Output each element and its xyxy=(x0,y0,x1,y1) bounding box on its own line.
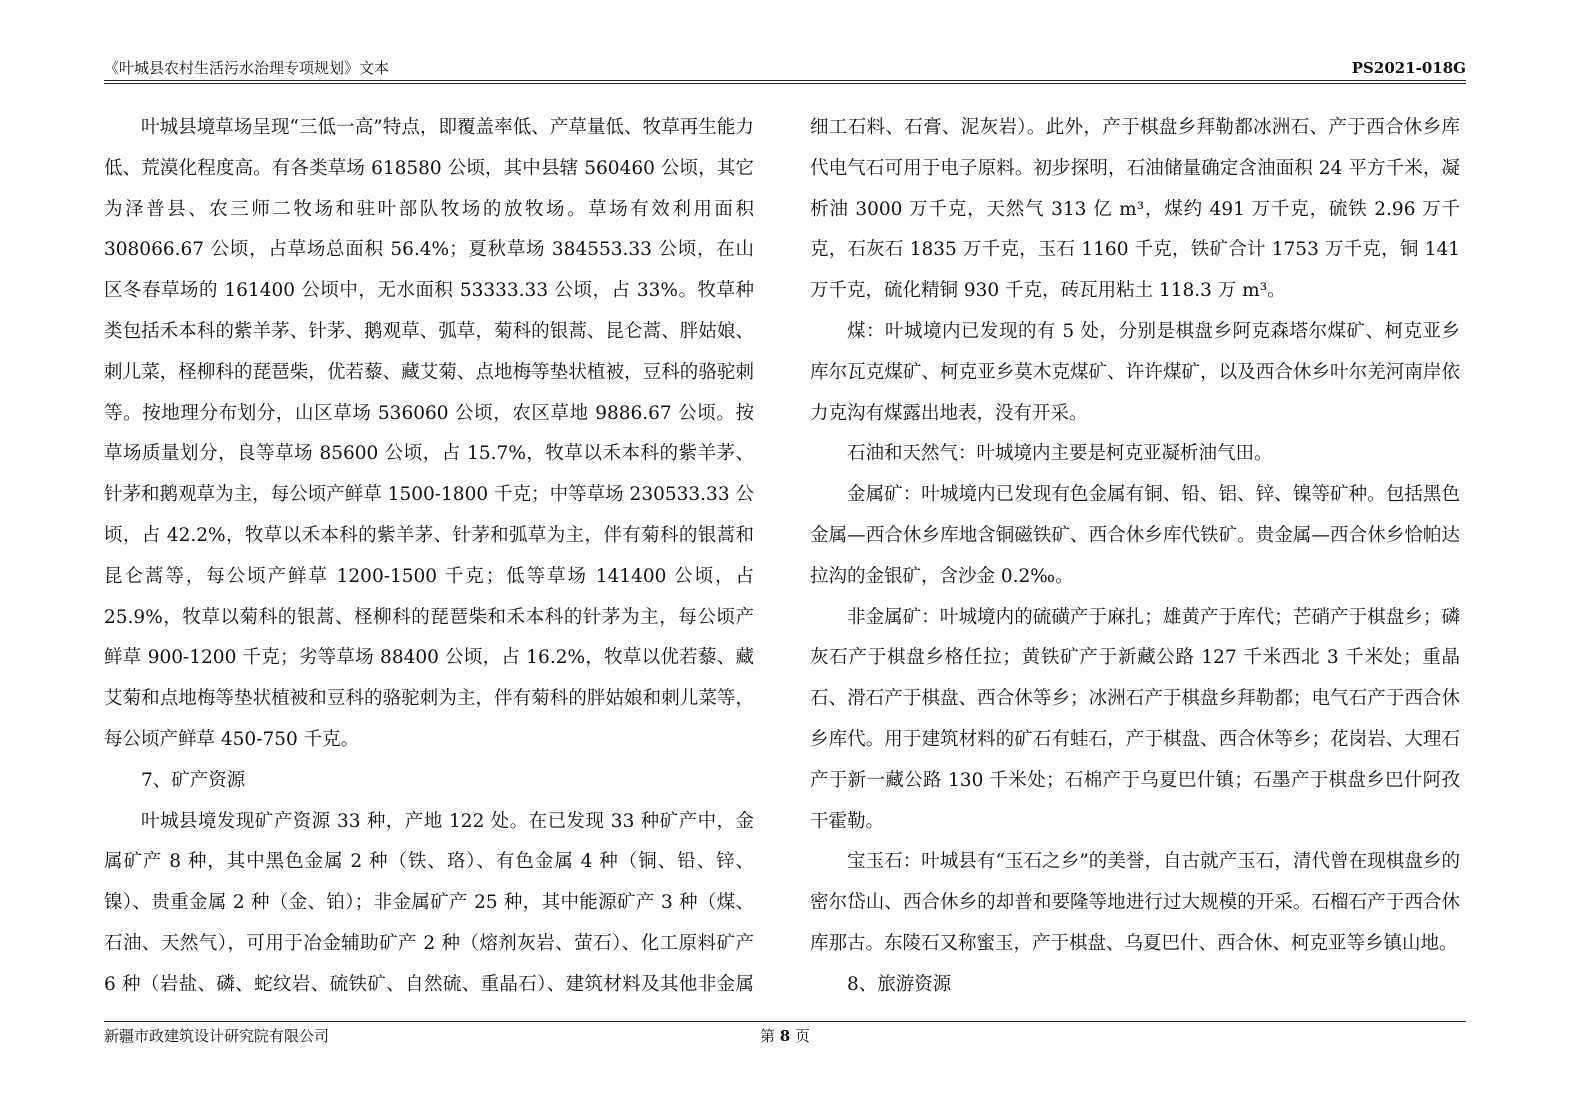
left-column xyxy=(104,108,754,1013)
section-heading-tourism: 8、旅游资源 xyxy=(847,973,952,995)
paragraph-metal-ore: 金属矿：叶城境内已发现有色金属有铜、铅、铝、锌、镍等矿种。包括黑色金属—西合休乡库地含铜磁铁矿、西合休乡库代铁矿。贵金属—西合休乡恰帕达拉沟的金银矿，含沙金 0.2‰。 xyxy=(810,484,1460,587)
right-column xyxy=(810,108,1460,1013)
header-rule xyxy=(104,80,1466,81)
page-header xyxy=(104,56,1466,80)
paragraph-coal: 煤：叶城境内已发现的有 5 处，分别是棋盘乡阿克森塔尔煤矿、柯克亚乡库尔瓦克煤矿、柯克亚乡莫木克煤矿、许许煤矿，以及西合休乡叶尔羌河南岸依力克沟有煤露出地表，没有开采。 xyxy=(810,320,1460,424)
paragraph-gemstone: 宝玉石：叶城县有“玉石之乡”的美誉，自古就产玉石，清代曾在现棋盘乡的密尔岱山、西合休乡的却普和要隆等地进行过大规模的开采。石榴石产于西合休库那古。东陵石又称蜜玉，产于棋盘、乌夏巴什、西合休、柯克亚等乡镇山地。 xyxy=(810,851,1460,954)
page-number-value: 8 xyxy=(779,1027,791,1045)
paragraph-minerals: 叶城县境发现矿产资源 33 种，产地 122 处。在已发现 33 种矿产中，金属矿产 8 种，其中黑色金属 2 种（铁、珞）、有色金属 4 种（铜、铅、锌、镍）、贵重金属 2 种（金、铂）；非金属矿产 25 种，其中能源矿产 3 种（煤、石油、天然气），可用于冶金辅助矿产 2 种（熔剂灰岩、萤石）、化工原料矿产 6 种（岩盐、磷、蛇纹岩、硫铁矿、自然硫、重晶石）、建筑材料及其他非金属 xyxy=(104,810,754,995)
paragraph-oil-gas: 石油和天然气：叶城境内主要是柯克亚凝析油气田。 xyxy=(847,443,1273,465)
page-prefix: 第 xyxy=(759,1027,775,1045)
page-footer xyxy=(104,1025,1466,1047)
paragraph-grassland: 叶城县境草场呈现“三低一高”特点，即覆盖率低、产草量低、牧草再生能力低、荒漠化程度高。有各类草场 618580 公顷，其中县辖 560460 公顷，其它为泽普县、农三师二牧场和驻叶部队牧场的放牧场。草场有效利用面积 308066.67 公顷，占草场总面积 56.4%；夏秋草场 384553.33 公顷，在山区冬春草场的 161400 公顷中，无水面积 53333.33 公顷，占 33%。牧草种类包括禾本科的紫羊茅、针茅、鹅观草、弧草，菊科的银蒿、昆仑蒿、胖姑娘、刺儿菜，柽柳科的琵琶柴，优若藜、藏艾菊、点地梅等垫状植被，豆科的骆驼刺等。按地理分布划分，山区草场 536060 公顷，农区草地 9886.67 公顷。按草场质量划分，良等草场 85600 公顷，占 15.7%，牧草以禾本科的紫羊茅、针茅和鹅观草为主，每公顷产鲜草 1500-1800 千克；中等草场 230533.33 公顷，占 42.2%，牧草以禾本科的紫羊茅、针茅和弧草为主，伴有菊科的银蒿和昆仑蒿等，每公顷产鲜草 1200-1500 千克；低等草场 141400 公顷，占 25.9%，牧草以菊科的银蒿、柽柳科的琵琶柴和禾本科的针茅为主，每公顷产鲜草 900-1200 千克；劣等草场 88400 公顷，占 16.2%，牧草以优若藜、藏艾菊和点地梅等垫状植被和豆科的骆驼刺为主，伴有菊科的胖姑娘和刺儿菜等，每公顷产鲜草 450-750 千克。 xyxy=(104,117,754,750)
paragraph-minerals-continued: 细工石料、石膏、泥灰岩）。此外，产于棋盘乡拜勒都冰洲石、产于西合休乡库代电气石可用于电子原料。初步探明，石油储量确定含油面积 24 平方千米，凝析油 3000 万千克，天然气 313 亿 m³，煤约 491 万千克，硫铁 2.96 万千克，石灰石 1835 万千克，玉石 1160 千克，铁矿合计 1753 万千克，铜 141 万千克，硫化精铜 930 千克，砖瓦用粘土 118.3 万 m³。 xyxy=(810,117,1460,302)
header-rule-secondary xyxy=(104,83,1466,84)
document-code: PS2021-018G xyxy=(1351,59,1466,77)
organization-name: 新疆市政建筑设计研究院有限公司 xyxy=(104,1027,330,1045)
paragraph-tourism xyxy=(810,1006,1460,1013)
section-heading-minerals: 7、矿产资源 xyxy=(141,769,246,791)
document-title: 《叶城县农村生活污水治理专项规划》文本 xyxy=(104,59,390,77)
page-suffix: 页 xyxy=(795,1027,811,1045)
paragraph-nonmetal-ore: 非金属矿：叶城境内的硫磺产于麻扎；雄黄产于库代；芒硝产于棋盘乡；磷灰石产于棋盘乡格任拉；黄铁矿产于新藏公路 127 千米西北 3 千米处；重晶石、滑石产于棋盘、西合休等乡；冰洲石产于棋盘乡拜勒都；电气石产于西合休乡库代。用于建筑材料的矿石有蛙石，产于棋盘、西合休等乡；花岗岩、大理石产于新一藏公路 130 千米处；石棉产于乌夏巴什镇；石墨产于棋盘乡巴什阿孜干霍勒。 xyxy=(810,606,1460,832)
page-number xyxy=(104,1025,1466,1047)
footer-rule xyxy=(104,1021,1466,1022)
